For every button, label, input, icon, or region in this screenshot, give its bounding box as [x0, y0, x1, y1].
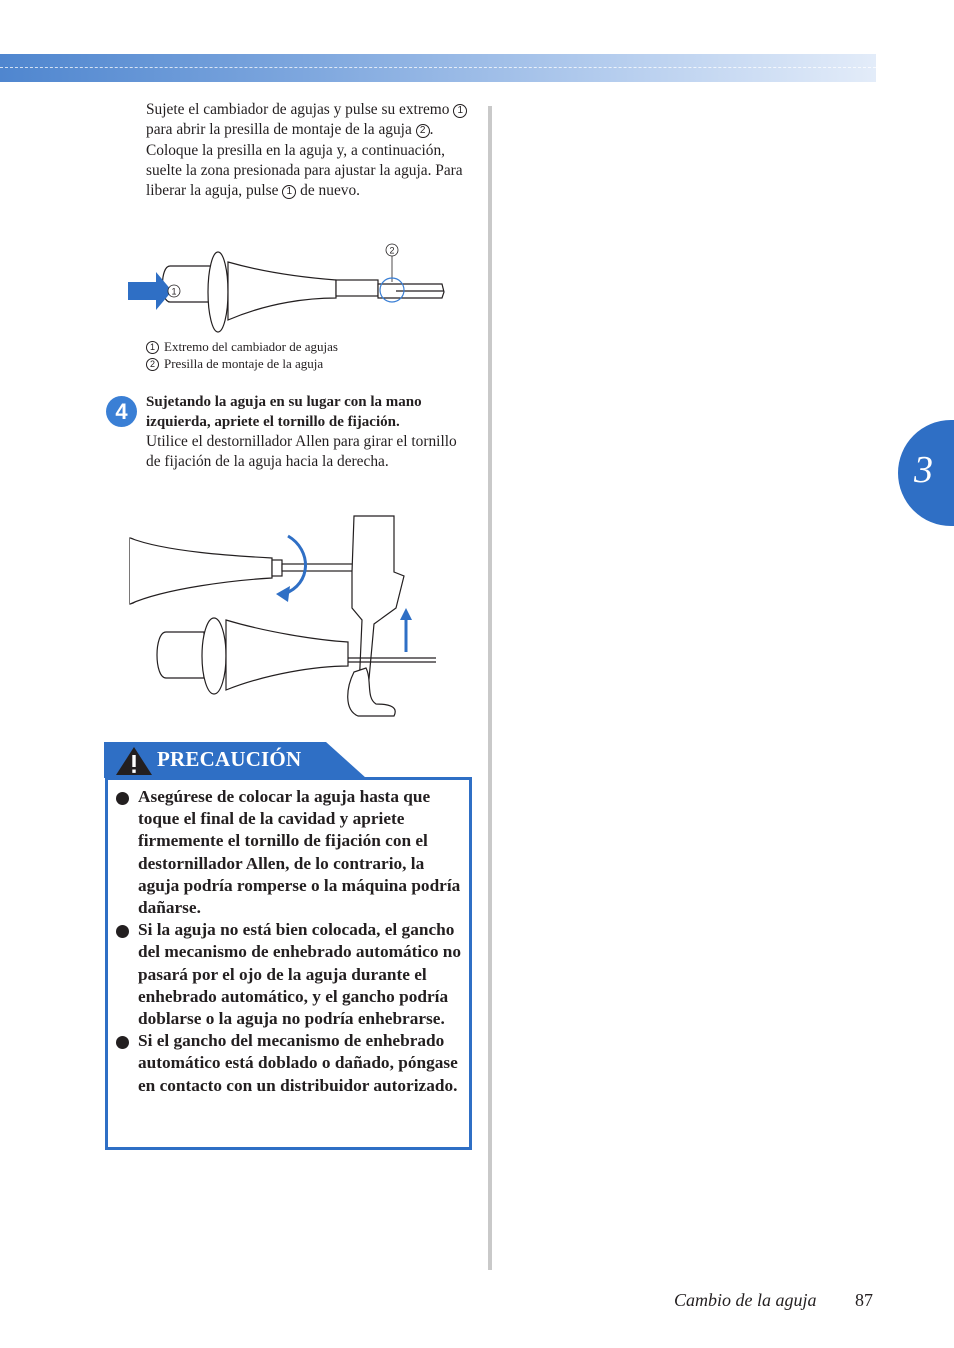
chapter-tab[interactable] — [898, 420, 954, 526]
legend-item-2 — [146, 356, 338, 373]
step-title: Sujetando la aguja en su lugar con la mano izquierda, apriete el tornillo de fijación. — [146, 394, 422, 431]
figure-callout-1-label: 1 — [171, 286, 177, 297]
callout-marker-3: 1 — [282, 185, 296, 199]
needle-changer-handle — [228, 262, 336, 320]
caution-item: Asegúrese de colocar la aguja hasta que toque el final de la cavidad y apriete firmemente el tornillo de fijación con el destornillador Allen, de lo contrario, la aguja podría romperse o la máquina podría dañarse. — [113, 786, 463, 919]
intro-text-2: para abrir la presilla de montaje de la aguja — [146, 121, 416, 139]
legend-marker-1: 1 — [146, 341, 159, 354]
figure-legend — [146, 339, 338, 372]
intro-text-3: . Coloque la presilla en la aguja y, a continuación, suelte la zona presionada para ajustar la aguja. Para liberar la aguja, pulse — [146, 121, 463, 200]
callout-marker-2: 2 — [416, 124, 430, 138]
chapter-number: 3 — [914, 449, 933, 491]
legend-item-1 — [146, 339, 338, 356]
caution-list — [113, 786, 463, 1097]
needle-changer-flange — [208, 252, 228, 332]
needle-changer-lower-handle — [226, 620, 348, 690]
intro-text-1: Sujete el cambiador de agujas y pulse su extremo — [146, 101, 454, 118]
figure-callout-2-label: 2 — [389, 245, 395, 256]
footer-section-title: Cambio de la aguja — [674, 1290, 817, 1310]
step-body: Utilice el destornillador Allen para girar el tornillo de fijación de la aguja hacia la derecha. — [146, 433, 457, 471]
column-divider — [488, 106, 492, 1270]
caution-item: Si el gancho del mecanismo de enhebrado automático está doblado o dañado, póngase en contacto con un distribuidor autorizado. — [113, 1030, 463, 1097]
step-number-badge: 4 — [106, 396, 137, 427]
needle-changer-end — [163, 266, 213, 302]
figure-callout-2 — [386, 244, 398, 256]
header-band — [0, 54, 876, 82]
warning-icon — [114, 745, 154, 777]
caution-item: Si la aguja no está bien colocada, el gancho del mecanismo de enhebrado automático no pasará por el ojo de la aguja durante el enhebrado automático, y el gancho podría doblarse o la aguja no podría enhebrarse. — [113, 919, 463, 1030]
callout-marker-1: 1 — [453, 104, 467, 118]
needle-changer-lower-end — [157, 632, 204, 678]
legend-marker-2: 2 — [146, 358, 159, 371]
tighten-screw-figure — [126, 512, 446, 722]
intro-text-4: de nuevo. — [296, 182, 361, 200]
needle-changer-figure — [120, 236, 460, 336]
page-number: 87 — [855, 1290, 873, 1310]
legend-text-2: Presilla de montaje de la aguja — [164, 355, 324, 371]
header-band-dash — [0, 67, 876, 68]
intro-paragraph — [146, 100, 474, 201]
needle-changer-shaft — [336, 280, 378, 296]
needle-changer-lower-flange — [202, 618, 226, 694]
caution-title: PRECAUCIÓN — [157, 747, 302, 771]
figure-callout-1 — [168, 285, 180, 297]
legend-text-1: Extremo del cambiador de agujas — [164, 339, 338, 354]
presser-foot — [348, 668, 395, 716]
